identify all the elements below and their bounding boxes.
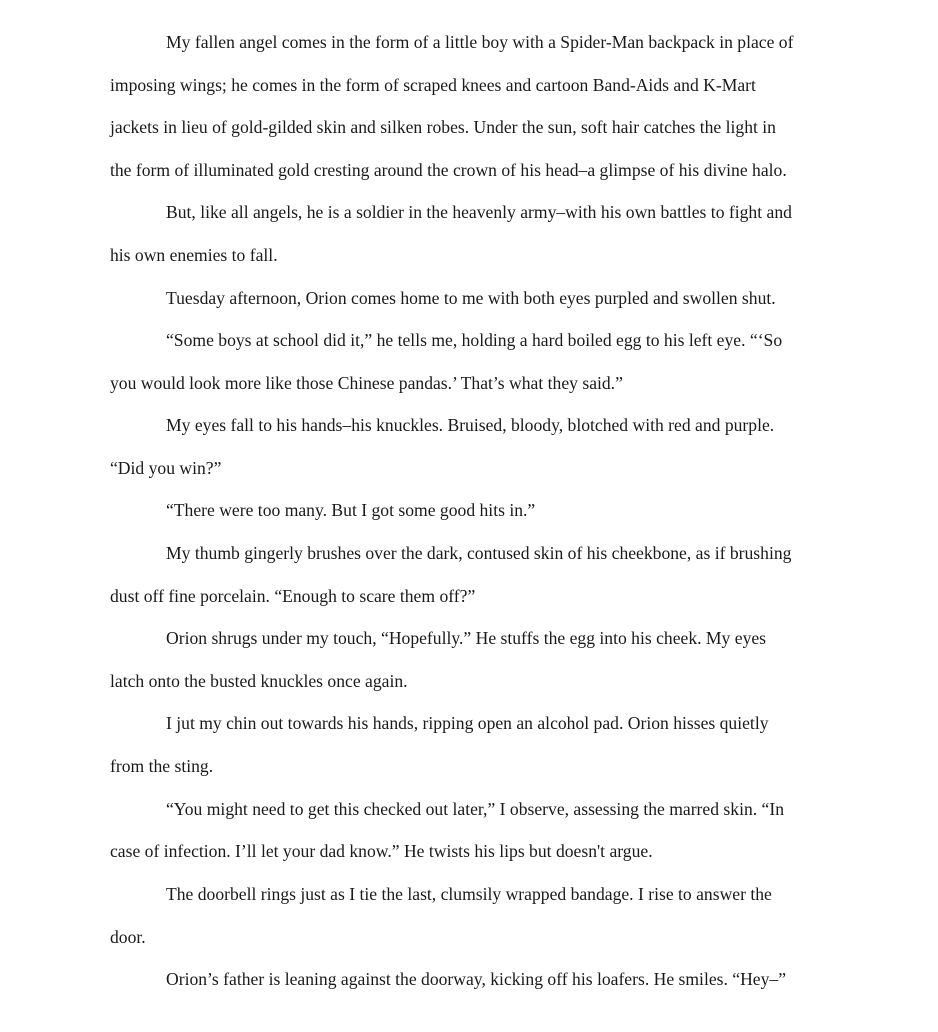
paragraph-line: latch onto the busted knuckles once again. — [110, 671, 408, 691]
paragraph-line: Tuesday afternoon, Orion comes home to me with both eyes purpled and swollen shut. — [166, 288, 776, 308]
paragraph-line: dust off fine porcelain. “Enough to scare them off?” — [110, 586, 476, 606]
paragraph-line: I jut my chin out towards his hands, ripping open an alcohol pad. Orion hisses quietly — [166, 713, 769, 733]
paragraph-line: you would look more like those Chinese pandas.’ That’s what they said.” — [110, 373, 623, 393]
paragraph-line: Orion shrugs under my touch, “Hopefully.” He stuffs the egg into his cheek. My eyes — [166, 628, 767, 648]
paragraph-line: But, like all angels, he is a soldier in the heavenly army–with his own battles to fight and — [166, 202, 792, 222]
paragraph-line: the form of illuminated gold cresting around the crown of his head–a glimpse of his divine halo. — [110, 160, 787, 180]
paragraph-line: from the sting. — [110, 756, 214, 776]
paragraph-line: case of infection. I’ll let your dad know.” He twists his lips but doesn't argue. — [110, 841, 653, 861]
paragraph-line: “Did you win?” — [110, 458, 222, 478]
paragraph-line: My thumb gingerly brushes over the dark, contused skin of his cheekbone, as if brushing — [166, 543, 792, 563]
paragraph-line: his own enemies to fall. — [110, 245, 278, 265]
paragraph-line: “Some boys at school did it,” he tells me, holding a hard boiled egg to his left eye. “‘So — [166, 330, 783, 350]
paragraph-line: The doorbell rings just as I tie the last, clumsily wrapped bandage. I rise to answer the — [166, 884, 772, 904]
paragraph-line: “There were too many. But I got some good hits in.” — [166, 500, 536, 520]
paragraph-line: “You might need to get this checked out later,” I observe, assessing the marred skin. “In — [166, 799, 785, 819]
paragraph-line: door. — [110, 927, 146, 947]
paragraph-line: imposing wings; he comes in the form of scraped knees and cartoon Band-Aids and K-Mart — [110, 75, 756, 95]
paragraph-line: Orion’s father is leaning against the doorway, kicking off his loafers. He smiles. “Hey–” — [166, 969, 787, 989]
paragraph-line: jackets in lieu of gold-gilded skin and silken robes. Under the sun, soft hair catches the light in — [110, 117, 776, 137]
paragraph-line: My fallen angel comes in the form of a little boy with a Spider-Man backpack in place of — [166, 32, 794, 52]
paragraph-line: My eyes fall to his hands–his knuckles. Bruised, bloody, blotched with red and purple. — [166, 415, 775, 435]
